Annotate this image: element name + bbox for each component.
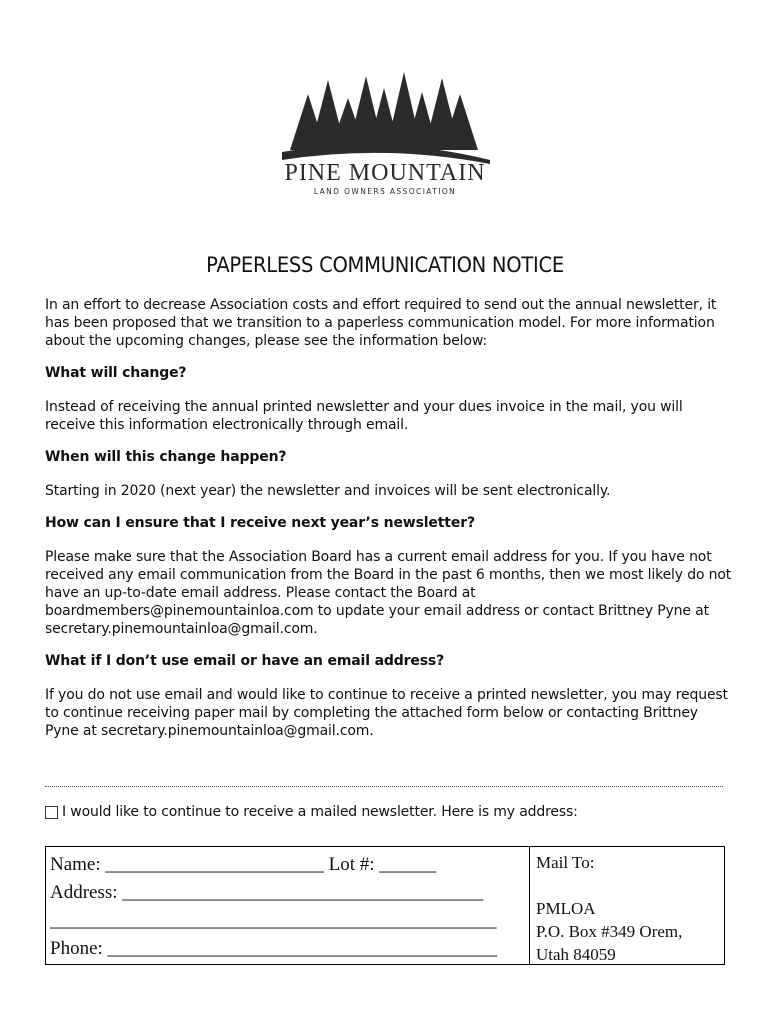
- answer-paragraph: If you do not use email and would like to continue to receive a printed newsletter, you may request to continue receiving paper mail by completing the attached form below or contacting Brittney Pyne at secretary.pinemountainloa@gmail.com.: [45, 687, 728, 739]
- logo-title: PINE MOUNTAIN: [284, 160, 486, 186]
- question-heading: What if I don’t use email or have an email address?: [45, 653, 445, 669]
- intro-paragraph: In an effort to decrease Association costs and effort required to send out the annual newsletter, it has been proposed that we transition to a paperless communication model. For more information about the upcoming changes, please see the information below:: [45, 297, 717, 349]
- address-line-2-field[interactable]: _______________________________________________: [50, 910, 497, 931]
- mail-to-org: PMLOA: [536, 899, 596, 918]
- mailed-newsletter-checkbox[interactable]: [45, 806, 58, 819]
- question-heading: How can I ensure that I receive next year’s newsletter?: [45, 515, 475, 531]
- notice-body: [45, 296, 735, 754]
- question-heading: When will this change happen?: [45, 449, 287, 465]
- address-form: [45, 846, 725, 965]
- address-form-fields: [46, 847, 530, 964]
- address-field[interactable]: Address: ______________________________________: [50, 882, 484, 903]
- question-heading: What will change?: [45, 365, 187, 381]
- mail-to-address-line-2: Utah 84059: [536, 945, 616, 964]
- mailed-newsletter-option[interactable]: [45, 803, 578, 821]
- mail-to-label: Mail To:: [536, 853, 595, 872]
- checkbox-label: I would like to continue to receive a mailed newsletter. Here is my address:: [62, 804, 578, 820]
- mail-to-block: [530, 847, 724, 964]
- answer-paragraph: Instead of receiving the annual printed newsletter and your dues invoice in the mail, you will receive this information electronically through email.: [45, 399, 683, 433]
- cut-line-divider: [45, 786, 723, 787]
- association-logo: [270, 64, 500, 204]
- answer-paragraph: Starting in 2020 (next year) the newsletter and invoices will be sent electronically.: [45, 483, 611, 499]
- name-lot-field[interactable]: Name: _______________________ Lot #: ______: [50, 854, 437, 875]
- logo-subtitle: LAND OWNERS ASSOCIATION: [313, 187, 457, 196]
- page-title: PAPERLESS COMMUNICATION NOTICE: [206, 253, 564, 277]
- answer-paragraph: Please make sure that the Association Board has a current email address for you. If you have not received any email communication from the Board in the past 6 months, then we most likely do not have an up-to-date email address. Please contact the Board at boardmembers@pinemountainloa.com to update your email address or contact Brittney Pyne at secretary.pinemountainloa@gmail.com.: [45, 549, 732, 637]
- phone-field[interactable]: Phone: _________________________________________: [50, 938, 498, 959]
- pine-trees-icon: [282, 72, 490, 164]
- mail-to-address-line-1: P.O. Box #349 Orem,: [536, 922, 683, 941]
